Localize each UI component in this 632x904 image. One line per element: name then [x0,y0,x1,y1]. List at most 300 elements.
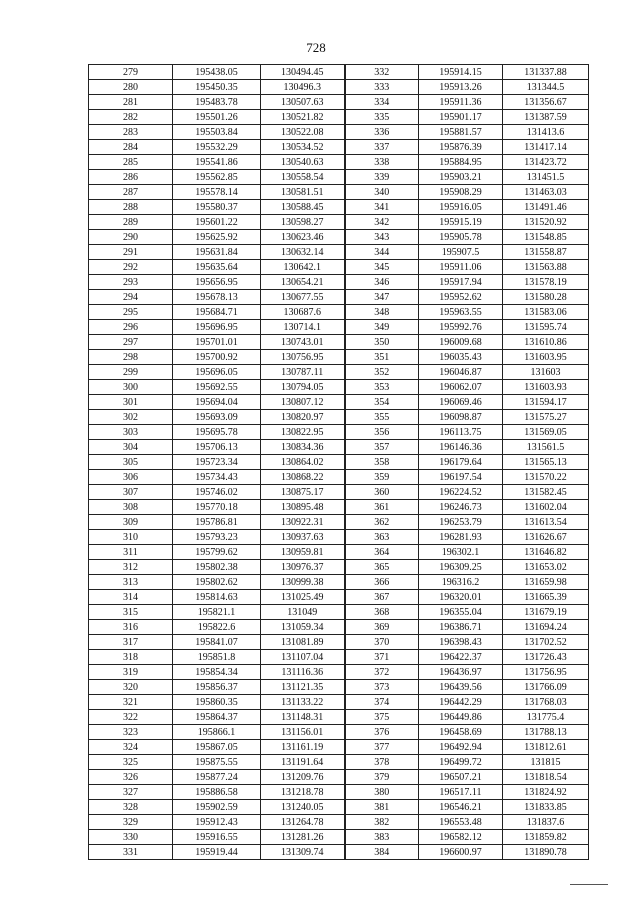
table-row [89,260,589,275]
point-number-left-cell: 313 [89,575,173,590]
x-coordinate-right-cell: 196398.43 [419,635,503,650]
point-number-left-cell: 308 [89,500,173,515]
table-row [89,380,589,395]
x-coordinate-right-cell: 196386.71 [419,620,503,635]
point-number-left-cell: 279 [89,65,173,80]
y-coordinate-left-cell: 130820.97 [261,410,345,425]
x-coordinate-right-cell: 196320.01 [419,590,503,605]
point-number-right-cell: 346 [345,275,419,290]
y-coordinate-right-cell: 131344.5 [503,80,589,95]
point-number-right-cell: 361 [345,500,419,515]
point-number-left-cell: 301 [89,395,173,410]
y-coordinate-left-cell: 130654.21 [261,275,345,290]
y-coordinate-left-cell: 130937.63 [261,530,345,545]
y-coordinate-left-cell: 130794.05 [261,380,345,395]
point-number-right-cell: 366 [345,575,419,590]
y-coordinate-right-cell: 131766.09 [503,680,589,695]
y-coordinate-left-cell: 131209.76 [261,770,345,785]
y-coordinate-right-cell: 131561.5 [503,440,589,455]
y-coordinate-left-cell: 130494.45 [261,65,345,80]
x-coordinate-left-cell: 195841.07 [173,635,261,650]
x-coordinate-left-cell: 195854.34 [173,665,261,680]
y-coordinate-left-cell: 130632.14 [261,245,345,260]
coordinates-table-body [89,65,589,860]
x-coordinate-left-cell: 195706.13 [173,440,261,455]
table-row [89,215,589,230]
point-number-right-cell: 378 [345,755,419,770]
point-number-right-cell: 362 [345,515,419,530]
x-coordinate-left-cell: 195802.38 [173,560,261,575]
y-coordinate-left-cell: 131161.19 [261,740,345,755]
x-coordinate-right-cell: 195913.26 [419,80,503,95]
point-number-right-cell: 380 [345,785,419,800]
point-number-right-cell: 333 [345,80,419,95]
point-number-left-cell: 297 [89,335,173,350]
x-coordinate-left-cell: 195856.37 [173,680,261,695]
y-coordinate-right-cell: 131563.88 [503,260,589,275]
y-coordinate-left-cell: 131264.78 [261,815,345,830]
y-coordinate-right-cell: 131583.06 [503,305,589,320]
y-coordinate-left-cell: 130521.82 [261,110,345,125]
x-coordinate-left-cell: 195695.78 [173,425,261,440]
x-coordinate-right-cell: 196179.64 [419,455,503,470]
table-row [89,245,589,260]
point-number-right-cell: 379 [345,770,419,785]
y-coordinate-left-cell: 130677.55 [261,290,345,305]
x-coordinate-left-cell: 195746.02 [173,485,261,500]
footer-rule [570,884,608,885]
point-number-left-cell: 307 [89,485,173,500]
x-coordinate-left-cell: 195877.24 [173,770,261,785]
x-coordinate-left-cell: 195902.59 [173,800,261,815]
y-coordinate-right-cell: 131337.88 [503,65,589,80]
y-coordinate-right-cell: 131824.92 [503,785,589,800]
x-coordinate-left-cell: 195580.37 [173,200,261,215]
x-coordinate-right-cell: 196197.54 [419,470,503,485]
point-number-right-cell: 352 [345,365,419,380]
table-row [89,815,589,830]
point-number-right-cell: 374 [345,695,419,710]
y-coordinate-right-cell: 131815 [503,755,589,770]
table-row [89,455,589,470]
x-coordinate-left-cell: 195793.23 [173,530,261,545]
y-coordinate-left-cell: 131240.05 [261,800,345,815]
x-coordinate-right-cell: 196439.56 [419,680,503,695]
x-coordinate-left-cell: 195799.62 [173,545,261,560]
point-number-left-cell: 287 [89,185,173,200]
x-coordinate-left-cell: 195802.62 [173,575,261,590]
x-coordinate-left-cell: 195822.6 [173,620,261,635]
x-coordinate-right-cell: 195876.39 [419,140,503,155]
y-coordinate-right-cell: 131582.45 [503,485,589,500]
x-coordinate-right-cell: 196224.52 [419,485,503,500]
y-coordinate-left-cell: 130534.52 [261,140,345,155]
table-row [89,560,589,575]
x-coordinate-right-cell: 195884.95 [419,155,503,170]
point-number-left-cell: 319 [89,665,173,680]
y-coordinate-right-cell: 131613.54 [503,515,589,530]
x-coordinate-right-cell: 196600.97 [419,845,503,860]
point-number-right-cell: 336 [345,125,419,140]
table-row [89,290,589,305]
table-row [89,635,589,650]
point-number-left-cell: 325 [89,755,173,770]
point-number-left-cell: 298 [89,350,173,365]
table-row [89,200,589,215]
point-number-right-cell: 370 [345,635,419,650]
point-number-left-cell: 303 [89,425,173,440]
x-coordinate-left-cell: 195864.37 [173,710,261,725]
x-coordinate-right-cell: 195901.17 [419,110,503,125]
x-coordinate-right-cell: 196517.11 [419,785,503,800]
table-row [89,305,589,320]
y-coordinate-right-cell: 131702.52 [503,635,589,650]
y-coordinate-right-cell: 131775.4 [503,710,589,725]
point-number-left-cell: 311 [89,545,173,560]
x-coordinate-left-cell: 195532.29 [173,140,261,155]
x-coordinate-left-cell: 195631.84 [173,245,261,260]
x-coordinate-left-cell: 195696.95 [173,320,261,335]
point-number-right-cell: 357 [345,440,419,455]
y-coordinate-right-cell: 131788.13 [503,725,589,740]
y-coordinate-right-cell: 131580.28 [503,290,589,305]
table-row [89,665,589,680]
table-row [89,335,589,350]
table-row [89,725,589,740]
x-coordinate-left-cell: 195503.84 [173,125,261,140]
table-row [89,230,589,245]
y-coordinate-right-cell: 131491.46 [503,200,589,215]
y-coordinate-right-cell: 131423.72 [503,155,589,170]
y-coordinate-right-cell: 131595.74 [503,320,589,335]
x-coordinate-right-cell: 196355.04 [419,605,503,620]
point-number-left-cell: 309 [89,515,173,530]
x-coordinate-left-cell: 195684.71 [173,305,261,320]
y-coordinate-right-cell: 131679.19 [503,605,589,620]
table-row [89,770,589,785]
point-number-left-cell: 304 [89,440,173,455]
x-coordinate-right-cell: 196436.97 [419,665,503,680]
y-coordinate-right-cell: 131387.59 [503,110,589,125]
table-row [89,830,589,845]
x-coordinate-left-cell: 195770.18 [173,500,261,515]
table-row [89,695,589,710]
x-coordinate-left-cell: 195734.43 [173,470,261,485]
y-coordinate-left-cell: 131309.74 [261,845,345,860]
table-row [89,410,589,425]
point-number-right-cell: 345 [345,260,419,275]
y-coordinate-left-cell: 131059.34 [261,620,345,635]
table-row [89,80,589,95]
table-row [89,545,589,560]
x-coordinate-right-cell: 195903.21 [419,170,503,185]
x-coordinate-right-cell: 195881.57 [419,125,503,140]
y-coordinate-left-cell: 131081.89 [261,635,345,650]
x-coordinate-left-cell: 195656.95 [173,275,261,290]
x-coordinate-left-cell: 195821.1 [173,605,261,620]
x-coordinate-left-cell: 195635.64 [173,260,261,275]
point-number-right-cell: 342 [345,215,419,230]
point-number-right-cell: 367 [345,590,419,605]
y-coordinate-left-cell: 131281.26 [261,830,345,845]
x-coordinate-left-cell: 195814.63 [173,590,261,605]
y-coordinate-right-cell: 131859.82 [503,830,589,845]
point-number-left-cell: 328 [89,800,173,815]
y-coordinate-right-cell: 131413.6 [503,125,589,140]
x-coordinate-right-cell: 196422.37 [419,650,503,665]
y-coordinate-left-cell: 130623.46 [261,230,345,245]
y-coordinate-right-cell: 131833.85 [503,800,589,815]
x-coordinate-left-cell: 195562.85 [173,170,261,185]
x-coordinate-left-cell: 195867.05 [173,740,261,755]
y-coordinate-right-cell: 131417.14 [503,140,589,155]
point-number-right-cell: 383 [345,830,419,845]
y-coordinate-right-cell: 131626.67 [503,530,589,545]
x-coordinate-right-cell: 196499.72 [419,755,503,770]
y-coordinate-right-cell: 131569.05 [503,425,589,440]
table-row [89,140,589,155]
x-coordinate-left-cell: 195578.14 [173,185,261,200]
point-number-left-cell: 296 [89,320,173,335]
x-coordinate-right-cell: 196069.46 [419,395,503,410]
y-coordinate-right-cell: 131768.03 [503,695,589,710]
point-number-right-cell: 359 [345,470,419,485]
y-coordinate-left-cell: 131121.35 [261,680,345,695]
y-coordinate-right-cell: 131558.87 [503,245,589,260]
point-number-left-cell: 331 [89,845,173,860]
point-number-left-cell: 324 [89,740,173,755]
x-coordinate-left-cell: 195866.1 [173,725,261,740]
y-coordinate-right-cell: 131570.22 [503,470,589,485]
point-number-right-cell: 348 [345,305,419,320]
table-row [89,155,589,170]
point-number-left-cell: 306 [89,470,173,485]
x-coordinate-left-cell: 195696.05 [173,365,261,380]
coordinates-table [88,64,589,860]
point-number-left-cell: 330 [89,830,173,845]
y-coordinate-left-cell: 131116.36 [261,665,345,680]
point-number-right-cell: 340 [345,185,419,200]
x-coordinate-left-cell: 195601.22 [173,215,261,230]
table-row [89,425,589,440]
point-number-left-cell: 321 [89,695,173,710]
x-coordinate-left-cell: 195912.43 [173,815,261,830]
point-number-right-cell: 368 [345,605,419,620]
point-number-left-cell: 322 [89,710,173,725]
x-coordinate-right-cell: 196062.07 [419,380,503,395]
point-number-right-cell: 334 [345,95,419,110]
table-row [89,800,589,815]
table-row [89,470,589,485]
x-coordinate-left-cell: 195693.09 [173,410,261,425]
table-row [89,110,589,125]
x-coordinate-left-cell: 195625.92 [173,230,261,245]
y-coordinate-right-cell: 131594.17 [503,395,589,410]
point-number-right-cell: 365 [345,560,419,575]
x-coordinate-right-cell: 196046.87 [419,365,503,380]
table-row [89,185,589,200]
x-coordinate-right-cell: 196246.73 [419,500,503,515]
x-coordinate-right-cell: 196035.43 [419,350,503,365]
x-coordinate-right-cell: 196458.69 [419,725,503,740]
table-row [89,320,589,335]
x-coordinate-right-cell: 195917.94 [419,275,503,290]
y-coordinate-right-cell: 131653.02 [503,560,589,575]
x-coordinate-right-cell: 195908.29 [419,185,503,200]
x-coordinate-right-cell: 196316.2 [419,575,503,590]
x-coordinate-left-cell: 195916.55 [173,830,261,845]
x-coordinate-left-cell: 195919.44 [173,845,261,860]
y-coordinate-right-cell: 131520.92 [503,215,589,230]
y-coordinate-right-cell: 131548.85 [503,230,589,245]
x-coordinate-right-cell: 196492.94 [419,740,503,755]
x-coordinate-right-cell: 195915.19 [419,215,503,230]
y-coordinate-right-cell: 131610.86 [503,335,589,350]
point-number-right-cell: 347 [345,290,419,305]
point-number-left-cell: 284 [89,140,173,155]
table-row [89,440,589,455]
table-row [89,710,589,725]
page-number: 728 [306,40,326,55]
table-row [89,845,589,860]
point-number-right-cell: 381 [345,800,419,815]
y-coordinate-left-cell: 130895.48 [261,500,345,515]
y-coordinate-left-cell: 130507.63 [261,95,345,110]
point-number-left-cell: 318 [89,650,173,665]
x-coordinate-left-cell: 195786.81 [173,515,261,530]
y-coordinate-left-cell: 131191.64 [261,755,345,770]
table-row [89,95,589,110]
y-coordinate-left-cell: 130959.81 [261,545,345,560]
y-coordinate-right-cell: 131565.13 [503,455,589,470]
point-number-right-cell: 343 [345,230,419,245]
y-coordinate-right-cell: 131756.95 [503,665,589,680]
point-number-right-cell: 332 [345,65,419,80]
y-coordinate-left-cell: 130922.31 [261,515,345,530]
x-coordinate-left-cell: 195851.8 [173,650,261,665]
y-coordinate-right-cell: 131575.27 [503,410,589,425]
y-coordinate-left-cell: 130714.1 [261,320,345,335]
point-number-right-cell: 344 [345,245,419,260]
point-number-left-cell: 323 [89,725,173,740]
y-coordinate-right-cell: 131451.5 [503,170,589,185]
y-coordinate-right-cell: 131356.67 [503,95,589,110]
x-coordinate-left-cell: 195483.78 [173,95,261,110]
y-coordinate-left-cell: 130976.37 [261,560,345,575]
y-coordinate-left-cell: 130743.01 [261,335,345,350]
x-coordinate-right-cell: 196449.86 [419,710,503,725]
y-coordinate-left-cell: 130540.63 [261,155,345,170]
y-coordinate-left-cell: 130864.02 [261,455,345,470]
x-coordinate-right-cell: 196507.21 [419,770,503,785]
x-coordinate-right-cell: 196309.25 [419,560,503,575]
y-coordinate-left-cell: 130807.12 [261,395,345,410]
table-row [89,530,589,545]
table-row [89,65,589,80]
y-coordinate-left-cell: 130522.08 [261,125,345,140]
point-number-right-cell: 337 [345,140,419,155]
x-coordinate-left-cell: 195438.05 [173,65,261,80]
table-row [89,650,589,665]
y-coordinate-right-cell: 131837.6 [503,815,589,830]
y-coordinate-left-cell: 131133.22 [261,695,345,710]
y-coordinate-left-cell: 130999.38 [261,575,345,590]
x-coordinate-right-cell: 196302.1 [419,545,503,560]
table-row [89,740,589,755]
table-row [89,170,589,185]
x-coordinate-right-cell: 195905.78 [419,230,503,245]
table-row [89,515,589,530]
x-coordinate-right-cell: 196442.29 [419,695,503,710]
y-coordinate-right-cell: 131659.98 [503,575,589,590]
point-number-right-cell: 372 [345,665,419,680]
point-number-left-cell: 312 [89,560,173,575]
table-row [89,365,589,380]
point-number-right-cell: 382 [345,815,419,830]
x-coordinate-right-cell: 196253.79 [419,515,503,530]
table-row [89,680,589,695]
x-coordinate-left-cell: 195541.86 [173,155,261,170]
x-coordinate-right-cell: 196113.75 [419,425,503,440]
point-number-right-cell: 363 [345,530,419,545]
x-coordinate-right-cell: 196146.36 [419,440,503,455]
point-number-right-cell: 355 [345,410,419,425]
x-coordinate-right-cell: 195907.5 [419,245,503,260]
point-number-left-cell: 291 [89,245,173,260]
point-number-left-cell: 283 [89,125,173,140]
y-coordinate-left-cell: 130756.95 [261,350,345,365]
x-coordinate-right-cell: 196098.87 [419,410,503,425]
y-coordinate-right-cell: 131603.93 [503,380,589,395]
x-coordinate-left-cell: 195694.04 [173,395,261,410]
point-number-left-cell: 288 [89,200,173,215]
y-coordinate-left-cell: 130875.17 [261,485,345,500]
point-number-left-cell: 292 [89,260,173,275]
x-coordinate-right-cell: 196582.12 [419,830,503,845]
point-number-left-cell: 289 [89,215,173,230]
point-number-right-cell: 371 [345,650,419,665]
y-coordinate-left-cell: 131025.49 [261,590,345,605]
y-coordinate-right-cell: 131463.03 [503,185,589,200]
point-number-left-cell: 293 [89,275,173,290]
y-coordinate-left-cell: 130558.54 [261,170,345,185]
y-coordinate-left-cell: 130642.1 [261,260,345,275]
point-number-left-cell: 326 [89,770,173,785]
point-number-left-cell: 315 [89,605,173,620]
point-number-left-cell: 329 [89,815,173,830]
point-number-right-cell: 354 [345,395,419,410]
x-coordinate-left-cell: 195860.35 [173,695,261,710]
table-row [89,485,589,500]
x-coordinate-right-cell: 195914.15 [419,65,503,80]
x-coordinate-left-cell: 195678.13 [173,290,261,305]
x-coordinate-right-cell: 195911.06 [419,260,503,275]
point-number-right-cell: 384 [345,845,419,860]
point-number-left-cell: 299 [89,365,173,380]
table-row [89,785,589,800]
table-row [89,755,589,770]
table-row [89,620,589,635]
point-number-right-cell: 335 [345,110,419,125]
y-coordinate-right-cell: 131812.61 [503,740,589,755]
x-coordinate-right-cell: 195952.62 [419,290,503,305]
x-coordinate-right-cell: 195992.76 [419,320,503,335]
table-row [89,395,589,410]
point-number-right-cell: 351 [345,350,419,365]
x-coordinate-right-cell: 196009.68 [419,335,503,350]
x-coordinate-left-cell: 195700.92 [173,350,261,365]
point-number-right-cell: 350 [345,335,419,350]
